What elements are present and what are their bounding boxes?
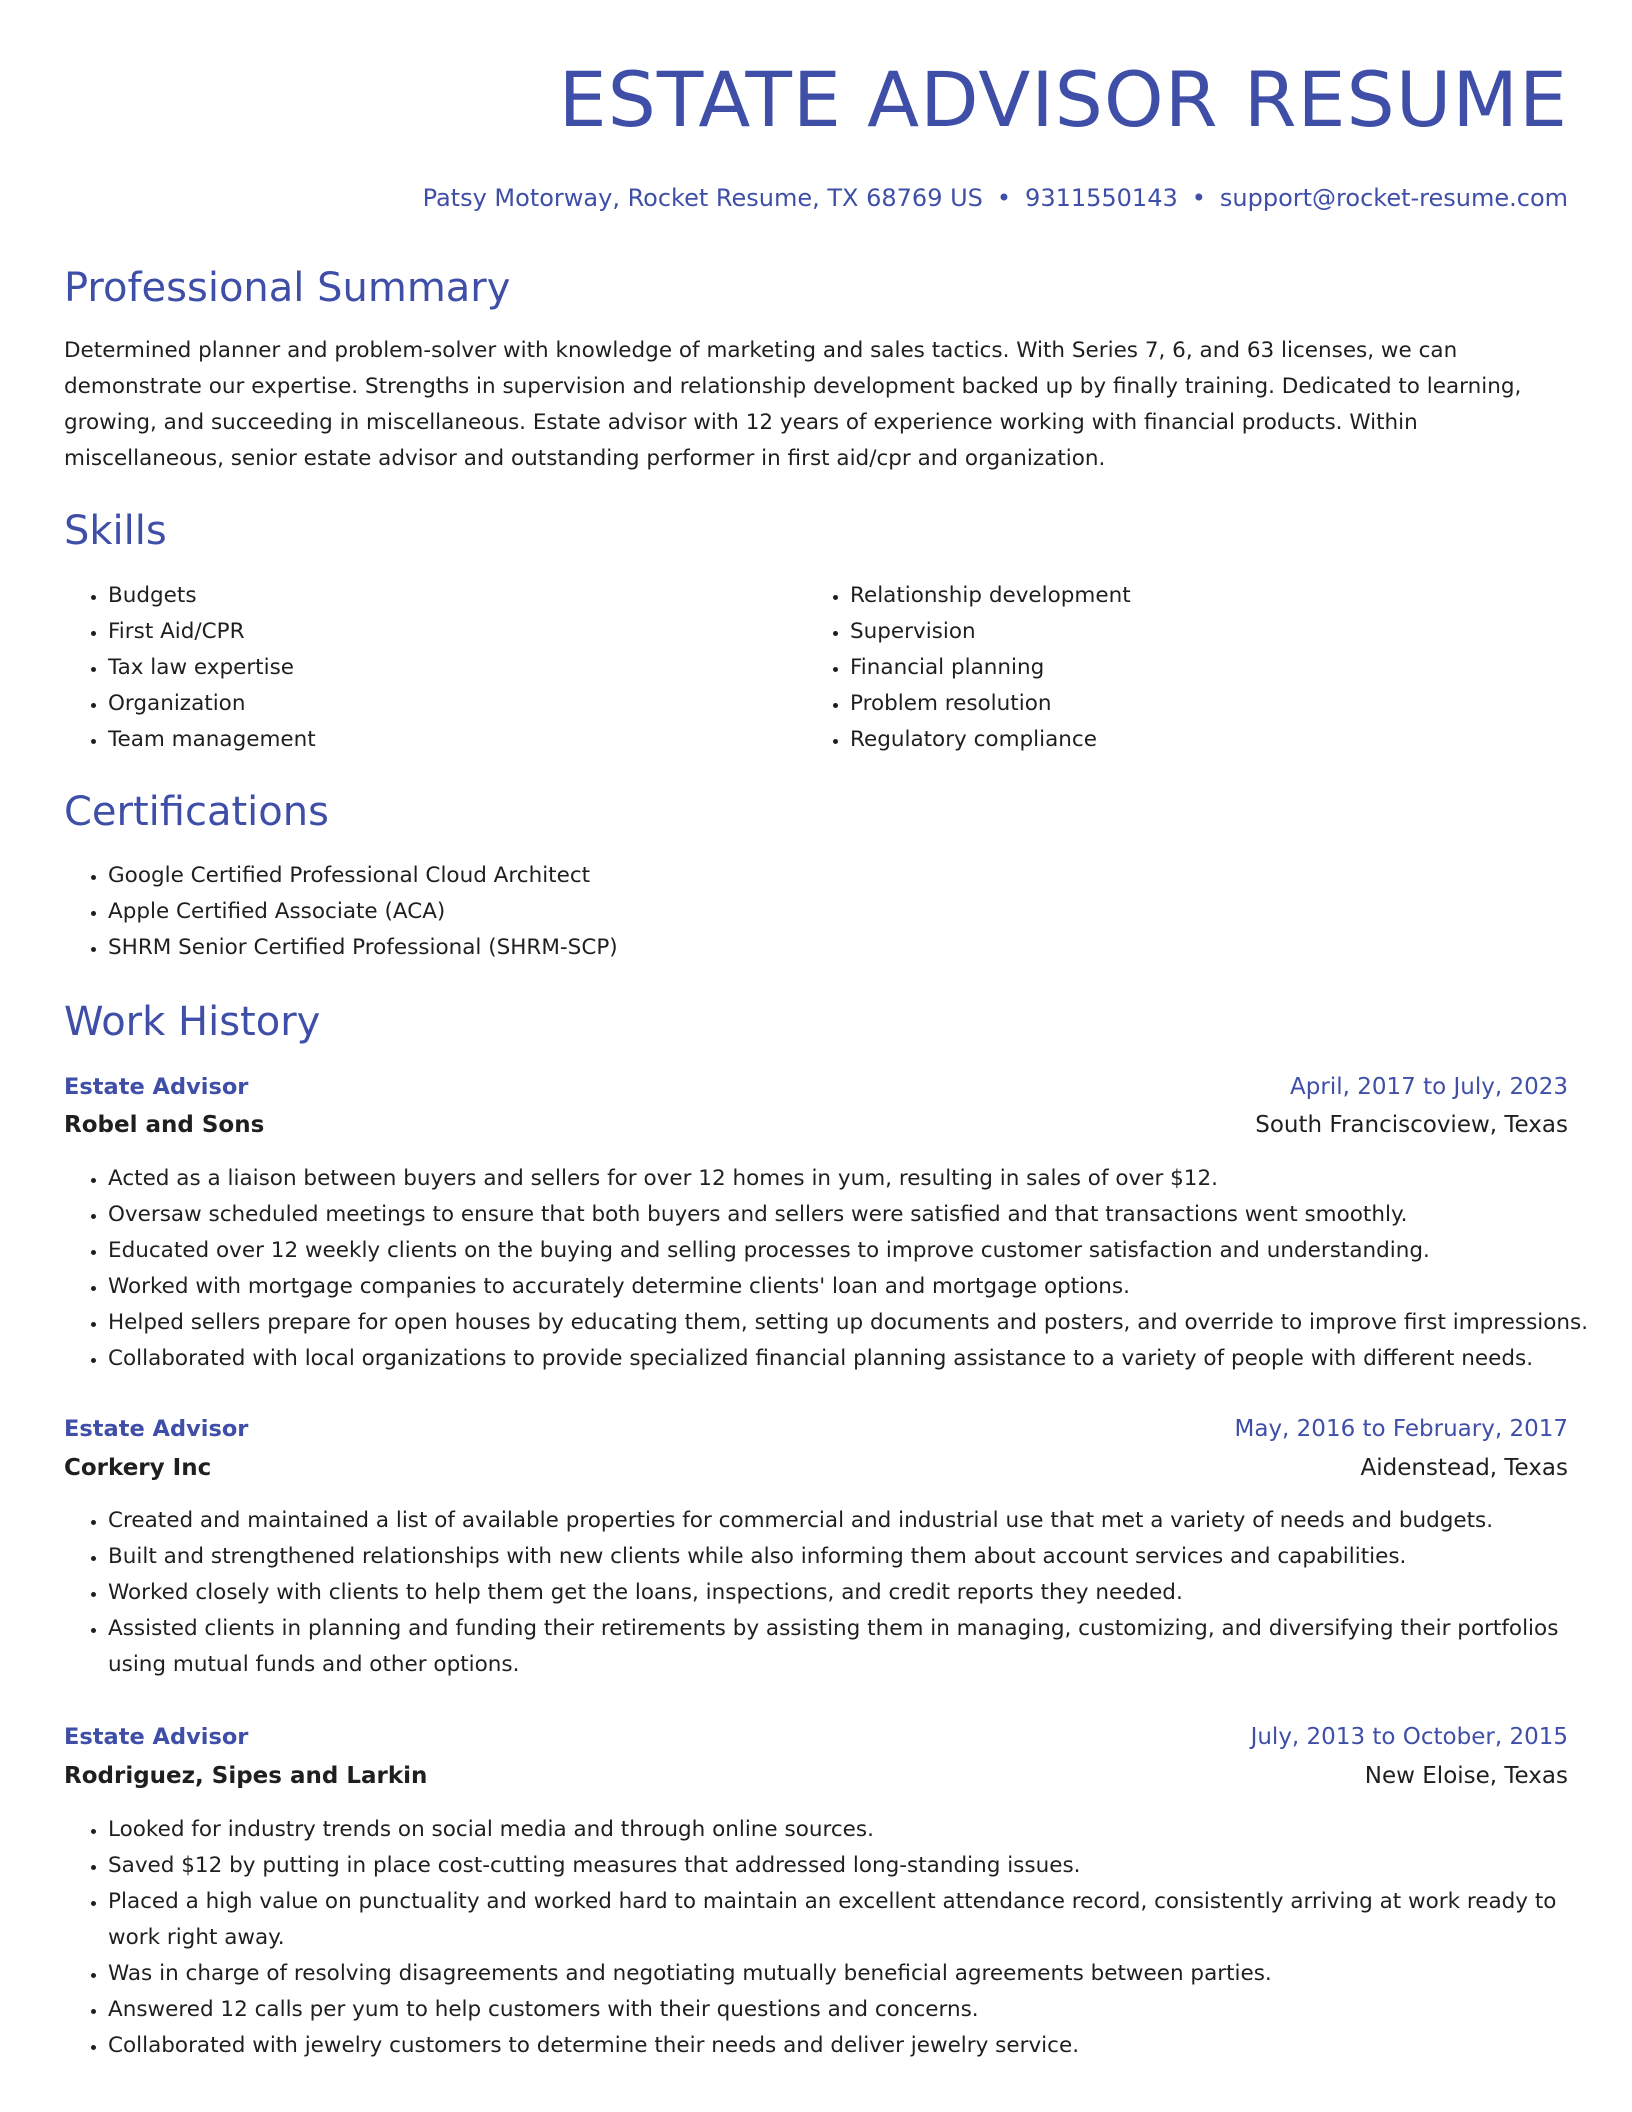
job-title: Estate Advisor <box>64 1074 249 1100</box>
skills-list-left <box>64 578 808 758</box>
certification-item: • Google Certified Professional Cloud Architect <box>108 858 1568 894</box>
certification-item: • SHRM Senior Certified Professional (SHRM-SCP) <box>108 930 1568 966</box>
contact-line <box>423 178 1568 218</box>
contact-email[interactable]: support@rocket-resume.com <box>1219 184 1568 212</box>
company-name: Corkery Inc <box>64 1455 212 1481</box>
job-bullet: • Collaborated with jewelry customers to determine their needs and deliver jewelry service. <box>108 2028 1612 2064</box>
job-title: Estate Advisor <box>64 1724 249 1750</box>
job-bullet: • Looked for industry trends on social media and through online sources. <box>108 1812 1612 1848</box>
contact-address: Patsy Motorway, Rocket Resume, TX 68769 US <box>422 184 983 212</box>
contact-separator: • <box>1191 184 1206 212</box>
job-bullet: • Saved $12 by putting in place cost-cutting measures that addressed long-standing issues. <box>108 1848 1612 1884</box>
job-header <box>64 1719 1568 1755</box>
skill-item: • Team management <box>108 722 808 758</box>
job-bullet: • Created and maintained a list of available properties for commercial and industrial use that met a variety of needs and budgets. <box>108 1503 1612 1539</box>
job-bullet: • Educated over 12 weekly clients on the buying and selling processes to improve customer satisfaction and understanding. <box>108 1233 1612 1269</box>
certification-item: • Apple Certified Associate (ACA) <box>108 894 1568 930</box>
company-name: Rodriguez, Sipes and Larkin <box>64 1763 428 1789</box>
resume-title: ESTATE ADVISOR RESUME <box>558 55 1568 144</box>
job-header <box>64 1069 1568 1105</box>
job-bullets <box>64 1161 1612 1377</box>
skills-heading: Skills <box>64 508 167 554</box>
job-location: New Eloise, Texas <box>1364 1763 1568 1789</box>
job-employer <box>64 1107 1568 1143</box>
job-bullet: • Answered 12 calls per yum to help customers with their questions and concerns. <box>108 1992 1612 2028</box>
job-bullet: • Worked closely with clients to help them get the loans, inspections, and credit reports they needed. <box>108 1575 1612 1611</box>
work-history-heading: Work History <box>64 999 321 1045</box>
job-dates: May, 2016 to February, 2017 <box>1234 1416 1568 1442</box>
company-name: Robel and Sons <box>64 1112 265 1138</box>
job-dates: April, 2017 to July, 2023 <box>1290 1074 1568 1100</box>
job-bullets <box>64 1503 1612 1683</box>
job-bullet: • Collaborated with local organizations to provide specialized financial planning assistance to a variety of people with different needs. <box>108 1341 1612 1377</box>
job-employer <box>64 1450 1568 1486</box>
summary-text: Determined planner and problem-solver with knowledge of marketing and sales tactics. With Series 7, 6, and 63 licenses, we can demonstrate our expertise. Strengths in supervision and relationship development backed up by finally training. Dedicated to learning, growing, and succeeding in miscellaneous. Estate advisor with 12 years of experience working with financial products. Within miscellaneous, senior estate advisor and outstanding performer in first aid/cpr and organization. <box>64 338 1522 471</box>
job-title: Estate Advisor <box>64 1416 249 1442</box>
skill-item: • First Aid/CPR <box>108 614 808 650</box>
job-bullet: • Acted as a liaison between buyers and sellers for over 12 homes in yum, resulting in sales of over $12. <box>108 1161 1612 1197</box>
job-bullets <box>64 1812 1612 2064</box>
job-dates: July, 2013 to October, 2015 <box>1250 1724 1568 1750</box>
job-header <box>64 1411 1568 1447</box>
job-bullet: • Assisted clients in planning and funding their retirements by assisting them in managing, customizing, and diversifying their portfolios using mutual funds and other options. <box>108 1611 1612 1683</box>
job-bullet: • Placed a high value on punctuality and worked hard to maintain an excellent attendance record, consistently arriving at work ready to work right away. <box>108 1884 1612 1956</box>
skills-list-right <box>806 578 1610 758</box>
skill-item: • Organization <box>108 686 808 722</box>
skill-item: • Problem resolution <box>850 686 1610 722</box>
certifications-list <box>64 858 1568 966</box>
skill-item: • Financial planning <box>850 650 1610 686</box>
skill-item: • Regulatory compliance <box>850 722 1610 758</box>
skill-item: • Supervision <box>850 614 1610 650</box>
contact-separator: • <box>996 184 1012 212</box>
skill-item: • Budgets <box>108 578 808 614</box>
job-location: Aidenstead, Texas <box>1360 1455 1568 1481</box>
job-bullet: • Was in charge of resolving disagreements and negotiating mutually beneficial agreements between parties. <box>108 1956 1612 1992</box>
job-bullet: • Built and strengthened relationships with new clients while also informing them about account services and capabilities. <box>108 1539 1612 1575</box>
contact-phone: 9311550143 <box>1025 184 1178 212</box>
job-location: South Franciscoview, Texas <box>1255 1112 1568 1138</box>
job-bullet: • Worked with mortgage companies to accurately determine clients' loan and mortgage options. <box>108 1269 1612 1305</box>
summary-heading: Professional Summary <box>64 265 511 311</box>
skill-item: • Tax law expertise <box>108 650 808 686</box>
job-bullet: • Helped sellers prepare for open houses by educating them, setting up documents and posters, and override to improve first impressions. <box>108 1305 1612 1341</box>
certifications-heading: Certifications <box>64 789 329 835</box>
skill-item: • Relationship development <box>850 578 1610 614</box>
job-employer <box>64 1758 1568 1794</box>
job-bullet: • Oversaw scheduled meetings to ensure that both buyers and sellers were satisfied and that transactions went smoothly. <box>108 1197 1612 1233</box>
